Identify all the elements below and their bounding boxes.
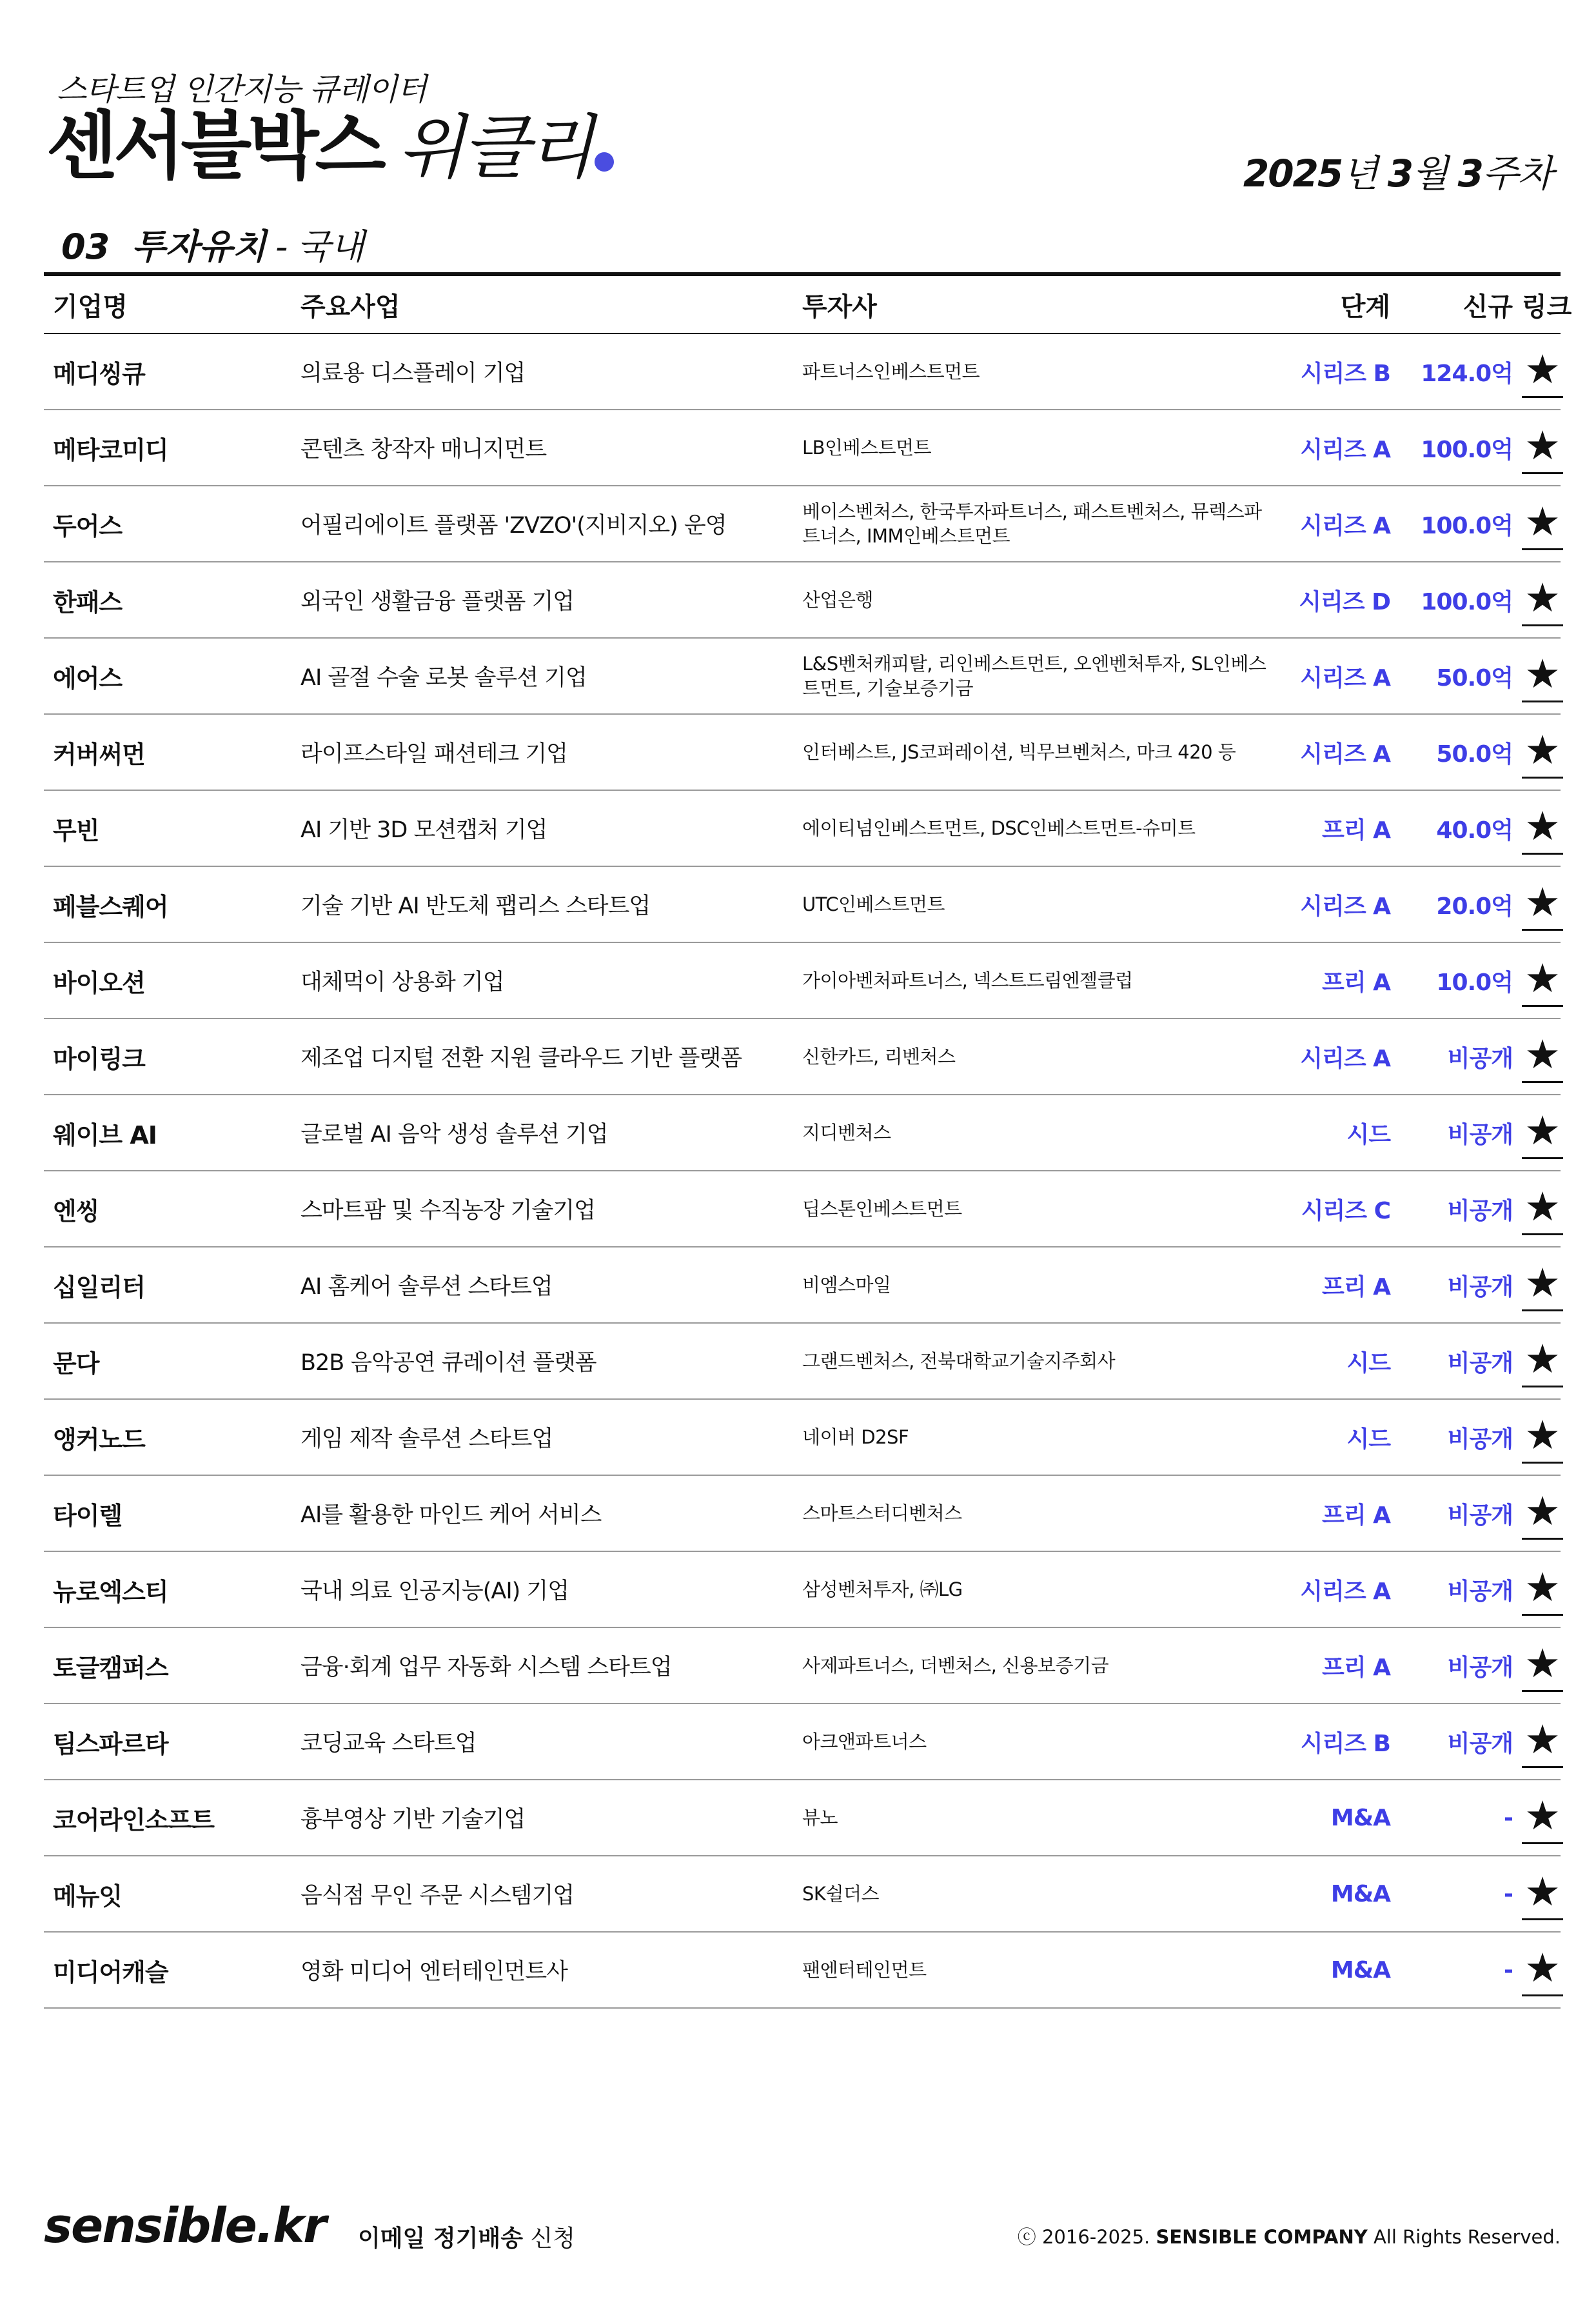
investment-table <box>44 276 1572 2009</box>
section-number: 03 <box>61 226 110 267</box>
business-cell: 글로벌 AI 음악 생성 솔루션 기업 <box>291 1095 793 1171</box>
business-cell: 제조업 디지털 전환 지원 클라우드 기반 플랫폼 <box>291 1019 793 1095</box>
investors-cell: 스마트스터디벤처스 <box>793 1475 1270 1551</box>
table-row <box>44 333 1561 410</box>
link-cell <box>1522 1704 1561 1780</box>
company-name-cell: 코어라인소프트 <box>44 1780 291 1856</box>
investors-cell: 뷰노 <box>793 1780 1270 1856</box>
tagline: 스타트업 인간지능 큐레이터 <box>57 72 426 108</box>
star-icon[interactable]: ★ <box>1522 1411 1563 1464</box>
link-cell <box>1522 562 1561 638</box>
company-name-cell: 문다 <box>44 1323 291 1399</box>
table-row <box>44 1019 1561 1095</box>
company-name-cell: 마이링크 <box>44 1019 291 1095</box>
company-name-cell: 뉴로엑스티 <box>44 1551 291 1627</box>
link-cell <box>1522 486 1561 562</box>
stage-cell: 시리즈 A <box>1270 410 1399 486</box>
link-cell <box>1522 1475 1561 1551</box>
business-cell: 라이프스타일 패션테크 기업 <box>291 714 793 790</box>
table-row <box>44 1704 1561 1780</box>
business-cell: 외국인 생활금융 플랫폼 기업 <box>291 562 793 638</box>
star-icon[interactable]: ★ <box>1522 346 1563 398</box>
issue-week-unit: 주차 <box>1482 152 1552 195</box>
business-cell: AI 홈케어 솔루션 스타트업 <box>291 1247 793 1323</box>
section-title: 투자유치 <box>132 226 266 267</box>
section-heading <box>61 219 364 269</box>
amount-cell: 20.0억 <box>1399 866 1522 942</box>
subscribe-label: 이메일 정기배송 <box>358 2225 523 2252</box>
brand-suffix: 위클리 <box>397 108 592 188</box>
business-cell: B2B 음악공연 큐레이션 플랫폼 <box>291 1323 793 1399</box>
company-name-cell: 두어스 <box>44 486 291 562</box>
stage-cell: 시리즈 A <box>1270 866 1399 942</box>
column-header-business: 주요사업 <box>291 276 793 333</box>
star-icon[interactable]: ★ <box>1522 879 1563 931</box>
business-cell: 음식점 무인 주문 시스템기업 <box>291 1856 793 1932</box>
investors-cell: 아크앤파트너스 <box>793 1704 1270 1780</box>
copyright <box>1018 2223 1561 2249</box>
amount-cell: 비공개 <box>1399 1323 1522 1399</box>
column-header-amount: 신규 <box>1399 276 1522 333</box>
amount-cell: 비공개 <box>1399 1704 1522 1780</box>
amount-cell: 100.0억 <box>1399 410 1522 486</box>
table-row <box>44 714 1561 790</box>
star-icon[interactable]: ★ <box>1522 498 1563 550</box>
link-cell <box>1522 714 1561 790</box>
investors-cell: 지디벤처스 <box>793 1095 1270 1171</box>
amount-cell: - <box>1399 1780 1522 1856</box>
investors-cell: 네이버 D2SF <box>793 1399 1270 1475</box>
column-header-stage: 단계 <box>1270 276 1399 333</box>
investors-cell: SK쉴더스 <box>793 1856 1270 1932</box>
table-row <box>44 942 1561 1019</box>
section-subtitle: 국내 <box>297 226 364 267</box>
company-name-cell: 바이오션 <box>44 942 291 1019</box>
table-row <box>44 638 1561 714</box>
investors-cell: 딥스톤인베스트먼트 <box>793 1171 1270 1247</box>
amount-cell: 비공개 <box>1399 1171 1522 1247</box>
stage-cell: 프리 A <box>1270 1475 1399 1551</box>
table-row <box>44 486 1561 562</box>
amount-cell: 100.0억 <box>1399 562 1522 638</box>
star-icon[interactable]: ★ <box>1522 955 1563 1007</box>
business-cell: 의료용 디스플레이 기업 <box>291 333 793 410</box>
link-cell <box>1522 1095 1561 1171</box>
investors-cell: 산업은행 <box>793 562 1270 638</box>
link-cell <box>1522 1323 1561 1399</box>
star-icon[interactable]: ★ <box>1522 802 1563 855</box>
company-name-cell: 한패스 <box>44 562 291 638</box>
investors-cell: LB인베스트먼트 <box>793 410 1270 486</box>
link-cell <box>1522 1627 1561 1704</box>
company-name-cell: 메디씽큐 <box>44 333 291 410</box>
issue-year-unit: 년 <box>1342 152 1377 195</box>
link-cell <box>1522 1399 1561 1475</box>
table-row <box>44 866 1561 942</box>
investors-cell: 팬엔터테인먼트 <box>793 1932 1270 2008</box>
business-cell: 게임 제작 솔루션 스타트업 <box>291 1399 793 1475</box>
stage-cell: 시리즈 B <box>1270 333 1399 410</box>
company-name-cell: 앵커노드 <box>44 1399 291 1475</box>
company-name-cell: 토글캠퍼스 <box>44 1627 291 1704</box>
stage-cell: M&A <box>1270 1856 1399 1932</box>
link-cell <box>1522 410 1561 486</box>
link-cell <box>1522 1780 1561 1856</box>
link-cell <box>1522 1247 1561 1323</box>
investors-cell: 그랜드벤처스, 전북대학교기술지주회사 <box>793 1323 1270 1399</box>
business-cell: 코딩교육 스타트업 <box>291 1704 793 1780</box>
table-row <box>44 562 1561 638</box>
link-cell <box>1522 1171 1561 1247</box>
company-name-cell: 타이렐 <box>44 1475 291 1551</box>
copyright-prefix: ⓒ 2016-2025. <box>1017 2226 1150 2248</box>
link-cell <box>1522 790 1561 866</box>
table-row <box>44 790 1561 866</box>
company-name-cell: 웨이브 AI <box>44 1095 291 1171</box>
company-name-cell: 메타코미디 <box>44 410 291 486</box>
link-cell <box>1522 1856 1561 1932</box>
amount-cell: 100.0억 <box>1399 486 1522 562</box>
issue-month: 3 <box>1387 152 1413 195</box>
company-name-cell: 팀스파르타 <box>44 1704 291 1780</box>
issue-month-unit: 월 <box>1412 152 1448 195</box>
subscribe-link[interactable] <box>358 2220 575 2253</box>
stage-cell: 시리즈 A <box>1270 638 1399 714</box>
business-cell: 영화 미디어 엔터테인먼트사 <box>291 1932 793 2008</box>
investors-cell: 파트너스인베스트먼트 <box>793 333 1270 410</box>
table-row <box>44 1475 1561 1551</box>
company-name-cell: 엔씽 <box>44 1171 291 1247</box>
table-header-row <box>44 276 1561 333</box>
company-name-cell: 십일리터 <box>44 1247 291 1323</box>
amount-cell: 비공개 <box>1399 1095 1522 1171</box>
amount-cell: 50.0억 <box>1399 714 1522 790</box>
stage-cell: 시리즈 A <box>1270 714 1399 790</box>
investors-cell: UTC인베스트먼트 <box>793 866 1270 942</box>
amount-cell: 비공개 <box>1399 1627 1522 1704</box>
investors-cell: 가이아벤처파트너스, 넥스트드림엔젤클럽 <box>793 942 1270 1019</box>
star-icon[interactable]: ★ <box>1522 1031 1563 1083</box>
stage-cell: 시리즈 A <box>1270 486 1399 562</box>
link-cell <box>1522 1551 1561 1627</box>
table-row <box>44 410 1561 486</box>
amount-cell: 40.0억 <box>1399 790 1522 866</box>
company-name-cell: 메뉴잇 <box>44 1856 291 1932</box>
stage-cell: 시리즈 A <box>1270 1019 1399 1095</box>
link-cell <box>1522 638 1561 714</box>
subscribe-action: 신청 <box>530 2225 575 2252</box>
table-row <box>44 1856 1561 1932</box>
amount-cell: 비공개 <box>1399 1247 1522 1323</box>
star-icon[interactable]: ★ <box>1522 422 1563 474</box>
business-cell: 대체먹이 상용화 기업 <box>291 942 793 1019</box>
business-cell: 어필리에이트 플랫폼 'ZVZO'(지비지오) 운영 <box>291 486 793 562</box>
star-icon[interactable]: ★ <box>1522 1792 1563 1844</box>
star-icon[interactable]: ★ <box>1522 1640 1563 1692</box>
stage-cell: 시드 <box>1270 1399 1399 1475</box>
brand-name: 센서블박스 <box>46 103 382 189</box>
company-name-cell: 커버써먼 <box>44 714 291 790</box>
table-row <box>44 1627 1561 1704</box>
stage-cell: 시리즈 B <box>1270 1704 1399 1780</box>
star-icon[interactable]: ★ <box>1522 650 1563 702</box>
investors-cell: 인터베스트, JS코퍼레이션, 빅무브벤처스, 마크 420 등 <box>793 714 1270 790</box>
stage-cell: 시드 <box>1270 1323 1399 1399</box>
table-row <box>44 1323 1561 1399</box>
star-icon[interactable]: ★ <box>1522 574 1563 626</box>
amount-cell: 비공개 <box>1399 1399 1522 1475</box>
business-cell: AI 기반 3D 모션캡처 기업 <box>291 790 793 866</box>
star-icon[interactable]: ★ <box>1522 1487 1563 1540</box>
issue-week <box>1243 143 1552 197</box>
link-cell <box>1522 942 1561 1019</box>
star-icon[interactable]: ★ <box>1522 1259 1563 1311</box>
column-header-link: 링크 <box>1522 276 1561 333</box>
section-separator: - <box>275 226 288 267</box>
link-cell <box>1522 1932 1561 2008</box>
investors-cell: 신한카드, 리벤처스 <box>793 1019 1270 1095</box>
issue-week-number: 3 <box>1457 152 1483 195</box>
amount-cell: - <box>1399 1856 1522 1932</box>
investors-cell: 베이스벤처스, 한국투자파트너스, 패스트벤처스, 뮤렉스파트너스, IMM인베스트먼트 <box>793 486 1270 562</box>
table-row <box>44 1095 1561 1171</box>
investors-cell: 사제파트너스, 더벤처스, 신용보증기금 <box>793 1627 1270 1704</box>
business-cell: 콘텐츠 창작자 매니지먼트 <box>291 410 793 486</box>
table-row <box>44 1247 1561 1323</box>
stage-cell: 프리 A <box>1270 790 1399 866</box>
company-name-cell: 무빈 <box>44 790 291 866</box>
footer-logo[interactable]: sensible.kr <box>44 2198 326 2254</box>
amount-cell: 비공개 <box>1399 1475 1522 1551</box>
investors-cell: 에이티넘인베스트먼트, DSC인베스트먼트-슈미트 <box>793 790 1270 866</box>
star-icon[interactable]: ★ <box>1522 1716 1563 1768</box>
business-cell: 기술 기반 AI 반도체 팹리스 스타트업 <box>291 866 793 942</box>
star-icon[interactable]: ★ <box>1522 1335 1563 1387</box>
column-header-company: 기업명 <box>44 276 291 333</box>
star-icon[interactable]: ★ <box>1522 1183 1563 1235</box>
company-name-cell: 에어스 <box>44 638 291 714</box>
star-icon[interactable]: ★ <box>1522 1944 1563 1996</box>
business-cell: AI 골절 수술 로봇 솔루션 기업 <box>291 638 793 714</box>
brand-logo <box>46 103 614 189</box>
copyright-rights: All Rights Reserved. <box>1373 2226 1561 2248</box>
stage-cell: 프리 A <box>1270 942 1399 1019</box>
amount-cell: 비공개 <box>1399 1551 1522 1627</box>
stage-cell: M&A <box>1270 1932 1399 2008</box>
business-cell: 흉부영상 기반 기술기업 <box>291 1780 793 1856</box>
table-row <box>44 1932 1561 2008</box>
stage-cell: 프리 A <box>1270 1247 1399 1323</box>
issue-year: 2025 <box>1243 152 1343 195</box>
amount-cell: 50.0억 <box>1399 638 1522 714</box>
company-name: SENSIBLE COMPANY <box>1156 2226 1368 2248</box>
star-icon[interactable]: ★ <box>1522 1868 1563 1920</box>
table-row <box>44 1399 1561 1475</box>
amount-cell: - <box>1399 1932 1522 2008</box>
business-cell: 금융·회계 업무 자동화 시스템 스타트업 <box>291 1627 793 1704</box>
stage-cell: 시리즈 C <box>1270 1171 1399 1247</box>
amount-cell: 비공개 <box>1399 1019 1522 1095</box>
stage-cell: 시리즈 D <box>1270 562 1399 638</box>
stage-cell: 프리 A <box>1270 1627 1399 1704</box>
column-header-investors: 투자사 <box>793 276 1270 333</box>
star-icon[interactable]: ★ <box>1522 1564 1563 1616</box>
table-row <box>44 1780 1561 1856</box>
link-cell <box>1522 333 1561 410</box>
star-icon[interactable]: ★ <box>1522 726 1563 779</box>
link-cell <box>1522 1019 1561 1095</box>
company-name-cell: 페블스퀘어 <box>44 866 291 942</box>
business-cell: 국내 의료 인공지능(AI) 기업 <box>291 1551 793 1627</box>
star-icon[interactable]: ★ <box>1522 1107 1563 1159</box>
stage-cell: 시드 <box>1270 1095 1399 1171</box>
investors-cell: L&S벤처캐피탈, 리인베스트먼트, 오엔벤처투자, SL인베스트먼트, 기술보증기금 <box>793 638 1270 714</box>
amount-cell: 10.0억 <box>1399 942 1522 1019</box>
brand-dot-icon <box>595 152 614 172</box>
table-row <box>44 1171 1561 1247</box>
amount-cell: 124.0억 <box>1399 333 1522 410</box>
stage-cell: 시리즈 A <box>1270 1551 1399 1627</box>
business-cell: 스마트팜 및 수직농장 기술기업 <box>291 1171 793 1247</box>
table-row <box>44 1551 1561 1627</box>
stage-cell: M&A <box>1270 1780 1399 1856</box>
link-cell <box>1522 866 1561 942</box>
company-name-cell: 미디어캐슬 <box>44 1932 291 2008</box>
investors-cell: 삼성벤처투자, ㈜LG <box>793 1551 1270 1627</box>
business-cell: AI를 활용한 마인드 케어 서비스 <box>291 1475 793 1551</box>
investors-cell: 비엠스마일 <box>793 1247 1270 1323</box>
